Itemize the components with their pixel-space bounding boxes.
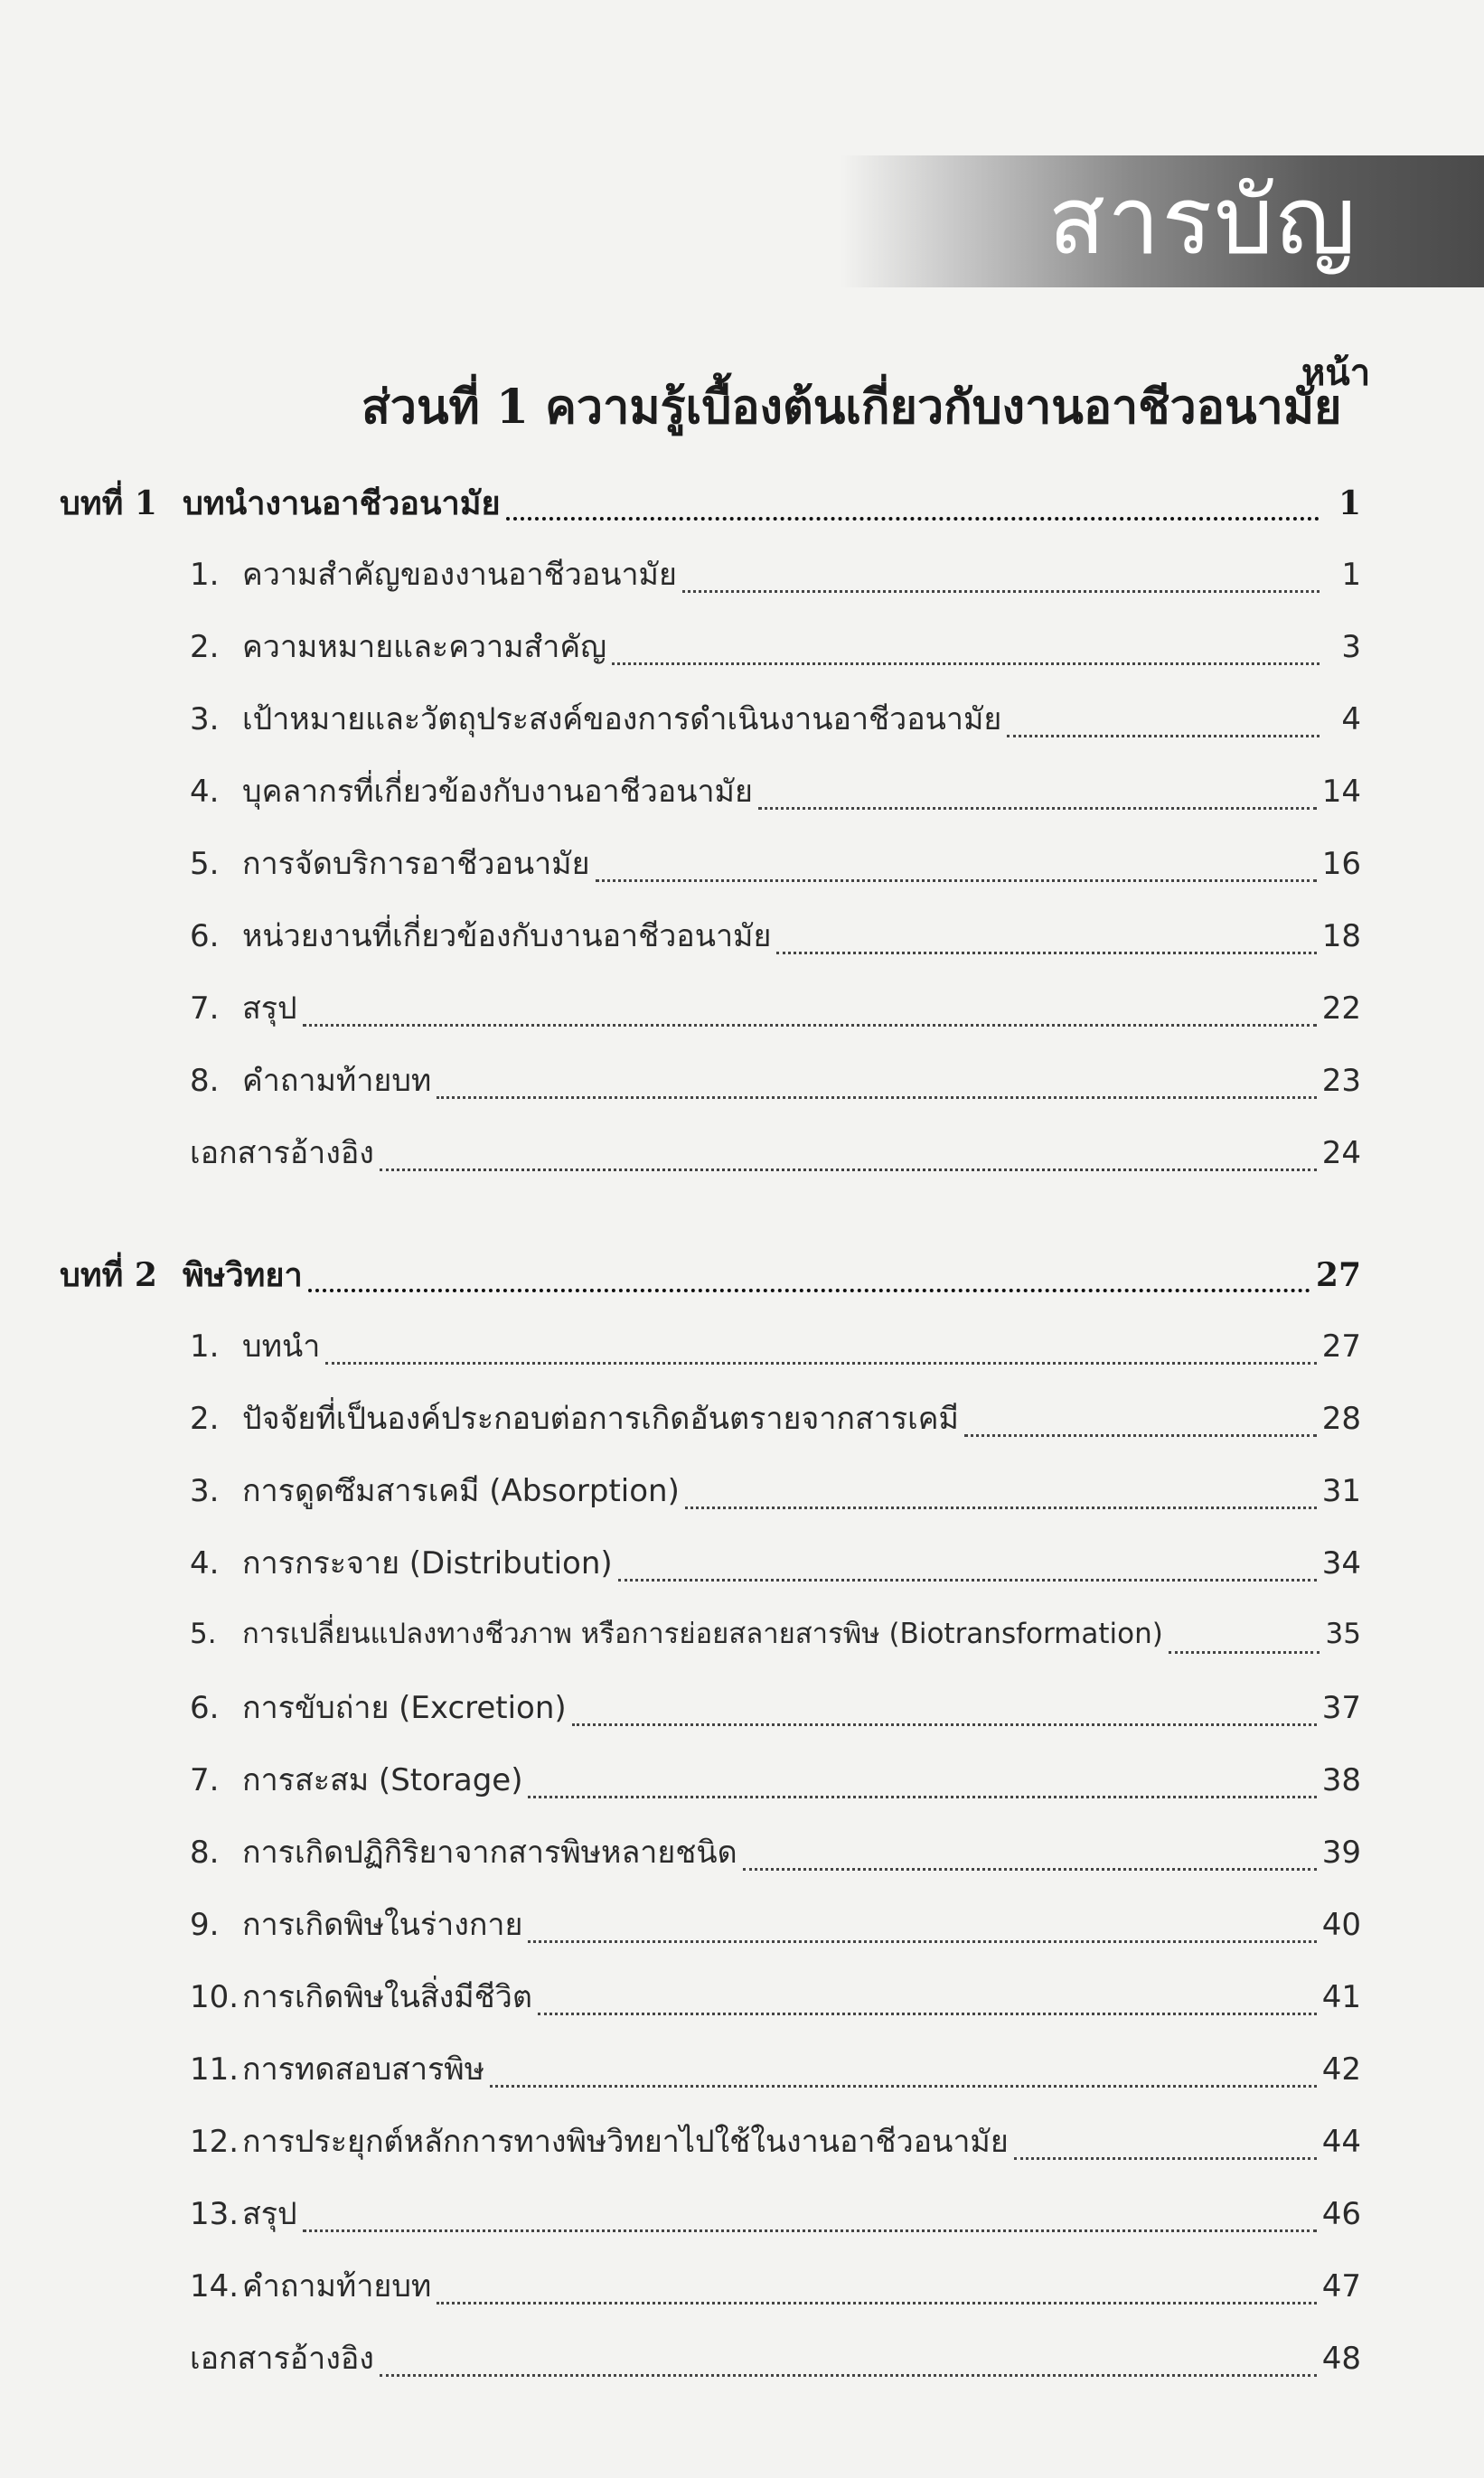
dot-leader: [528, 1796, 1316, 1798]
item-number: 8.: [190, 1063, 220, 1099]
item-page: 27: [1321, 1328, 1361, 1365]
item-page: 16: [1321, 846, 1361, 882]
dot-leader: [1007, 735, 1320, 737]
toc-item[interactable]: [190, 1755, 1361, 1809]
dot-leader: [303, 2229, 1317, 2232]
item-page: 46: [1321, 2196, 1361, 2232]
item-label: คำถามท้ายบท: [242, 2268, 432, 2304]
dot-leader: [1169, 1651, 1320, 1654]
item-page: 23: [1321, 1063, 1361, 1099]
item-number: 1.: [190, 557, 220, 593]
toc-item[interactable]: [190, 983, 1361, 1037]
dot-leader: [437, 1096, 1316, 1099]
dot-leader: [437, 2302, 1316, 2304]
toc-item[interactable]: [190, 1827, 1361, 1882]
item-label: หน่วยงานที่เกี่ยวข้องกับงานอาชีวอนามัย: [242, 918, 772, 954]
toc-item[interactable]: [190, 766, 1361, 821]
item-label: บทนำ: [242, 1328, 321, 1365]
item-number: 1.: [190, 1328, 220, 1365]
item-page: 4: [1341, 701, 1361, 737]
item-page: 37: [1321, 1690, 1361, 1726]
item-number: 12.: [190, 2124, 240, 2160]
chapter-heading[interactable]: [60, 1249, 1361, 1303]
dot-leader: [1014, 2157, 1317, 2160]
item-number: 3.: [190, 701, 220, 737]
toc-reference[interactable]: [190, 2333, 1361, 2388]
dot-leader: [743, 1868, 1317, 1871]
dot-leader: [685, 1507, 1317, 1509]
dot-leader: [380, 1169, 1317, 1171]
item-label: การเปลี่ยนแปลงทางชีวภาพ หรือการย่อยสลายสารพิษ (Biotransformation): [242, 1618, 1163, 1650]
item-label: สรุป: [242, 2196, 297, 2232]
dot-leader: [490, 2085, 1317, 2088]
reference-label: เอกสารอ้างอิง: [190, 2341, 374, 2377]
dot-leader: [572, 1723, 1317, 1726]
item-page: 44: [1321, 2124, 1361, 2160]
item-number: 13.: [190, 2196, 240, 2232]
item-label: การดูดซึมสารเคมี (Absorption): [242, 1473, 680, 1509]
item-page: 42: [1321, 2051, 1361, 2088]
toc-item[interactable]: [190, 2044, 1361, 2098]
toc-item[interactable]: [190, 1683, 1361, 1737]
item-label: ความหมายและความสำคัญ: [242, 629, 607, 665]
chapter-title: บทนำงานอาชีวอนามัย: [183, 484, 501, 522]
item-number: 2.: [190, 1401, 220, 1437]
item-number: 5.: [190, 846, 220, 882]
toc-item[interactable]: [190, 1321, 1361, 1375]
toc-item[interactable]: [190, 911, 1361, 965]
toc-reference[interactable]: [190, 1128, 1361, 1182]
dot-leader: [308, 1289, 1310, 1292]
toc-item[interactable]: [190, 2261, 1361, 2315]
item-number: 8.: [190, 1835, 220, 1871]
chapter-page: 1: [1338, 484, 1361, 522]
dot-leader: [596, 879, 1317, 882]
toc-item[interactable]: [190, 2189, 1361, 2243]
toc-item[interactable]: [190, 622, 1361, 676]
toc-item[interactable]: [190, 1466, 1361, 1520]
toc-title: สารบัญ: [1047, 165, 1357, 276]
toc-item[interactable]: [190, 1056, 1361, 1110]
toc-item[interactable]: [190, 694, 1361, 748]
dot-leader: [682, 590, 1320, 593]
item-label: การขับถ่าย (Excretion): [242, 1690, 567, 1726]
item-label: การกระจาย (Distribution): [242, 1545, 613, 1582]
item-label: คำถามท้ายบท: [242, 1063, 432, 1099]
item-page: 34: [1321, 1545, 1361, 1582]
item-number: 4.: [190, 1545, 220, 1582]
item-number: 7.: [190, 1762, 220, 1798]
toc-item[interactable]: [190, 549, 1361, 604]
item-number: 5.: [190, 1618, 217, 1650]
item-page: 28: [1321, 1401, 1361, 1437]
item-page: 14: [1321, 774, 1361, 810]
item-label: การเกิดพิษในร่างกาย: [242, 1907, 523, 1943]
item-page: 35: [1325, 1618, 1361, 1650]
toc-item[interactable]: [190, 2117, 1361, 2171]
page-column-label: หน้า: [1301, 352, 1371, 394]
dot-leader: [758, 807, 1317, 810]
chapter-prefix: บทที่ 2: [60, 1256, 157, 1294]
item-label: ความสำคัญของงานอาชีวอนามัย: [242, 557, 677, 593]
title-banner: [841, 155, 1484, 287]
item-number: 14.: [190, 2268, 240, 2304]
item-label: เป้าหมายและวัตถุประสงค์ของการดำเนินงานอาชีวอนามัย: [242, 701, 1002, 737]
item-number: 9.: [190, 1907, 220, 1943]
chapter-heading[interactable]: [60, 477, 1361, 531]
dot-leader: [618, 1579, 1317, 1582]
dot-leader: [506, 517, 1320, 521]
toc-item[interactable]: [190, 1538, 1361, 1592]
item-label: การเกิดพิษในสิ่งมีชีวิต: [242, 1979, 532, 2015]
item-label: การจัดบริการอาชีวอนามัย: [242, 846, 590, 882]
item-number: 11.: [190, 2051, 240, 2088]
item-number: 2.: [190, 629, 220, 665]
part-title: ส่วนที่ 1 ความรู้เบื้องต้นเกี่ยวกับงานอาชีวอนามัย: [362, 380, 1342, 435]
item-page: 18: [1321, 918, 1361, 954]
toc-item[interactable]: [190, 1394, 1361, 1448]
item-number: 6.: [190, 918, 220, 954]
item-number: 6.: [190, 1690, 220, 1726]
item-page: 39: [1321, 1835, 1361, 1871]
reference-page: 24: [1321, 1135, 1361, 1171]
dot-leader: [964, 1434, 1317, 1437]
dot-leader: [528, 1940, 1316, 1943]
chapter-page: 27: [1315, 1256, 1361, 1294]
toc-item[interactable]: [190, 839, 1361, 893]
dot-leader: [776, 952, 1316, 954]
dot-leader: [380, 2374, 1317, 2377]
item-page: 47: [1321, 2268, 1361, 2304]
item-page: 3: [1341, 629, 1361, 665]
toc-item[interactable]: [190, 1900, 1361, 1954]
reference-label: เอกสารอ้างอิง: [190, 1135, 374, 1171]
toc-item[interactable]: [190, 1972, 1361, 2026]
item-label: สรุป: [242, 990, 297, 1027]
item-page: 38: [1321, 1762, 1361, 1798]
item-page: 1: [1341, 557, 1361, 593]
item-number: 4.: [190, 774, 220, 810]
item-label: การสะสม (Storage): [242, 1762, 523, 1798]
toc-item[interactable]: [190, 1610, 1361, 1665]
chapter-prefix: บทที่ 1: [60, 484, 157, 522]
dot-leader: [538, 2013, 1317, 2015]
item-page: 22: [1321, 990, 1361, 1027]
item-page: 41: [1321, 1979, 1361, 2015]
dot-leader: [303, 1024, 1317, 1027]
chapter-title: พิษวิทยา: [183, 1256, 303, 1294]
item-number: 3.: [190, 1473, 220, 1509]
dot-leader: [325, 1362, 1316, 1365]
item-page: 31: [1321, 1473, 1361, 1509]
dot-leader: [612, 662, 1320, 665]
item-number: 10.: [190, 1979, 240, 2015]
item-label: การทดสอบสารพิษ: [242, 2051, 485, 2088]
item-number: 7.: [190, 990, 220, 1027]
item-page: 40: [1321, 1907, 1361, 1943]
item-label: การเกิดปฏิกิริยาจากสารพิษหลายชนิด: [242, 1835, 737, 1871]
item-label: บุคลากรที่เกี่ยวข้องกับงานอาชีวอนามัย: [242, 774, 753, 810]
reference-page: 48: [1321, 2341, 1361, 2377]
item-label: ปัจจัยที่เป็นองค์ประกอบต่อการเกิดอันตรายจากสารเคมี: [242, 1401, 959, 1437]
item-label: การประยุกต์หลักการทางพิษวิทยาไปใช้ในงานอาชีวอนามัย: [242, 2124, 1009, 2160]
